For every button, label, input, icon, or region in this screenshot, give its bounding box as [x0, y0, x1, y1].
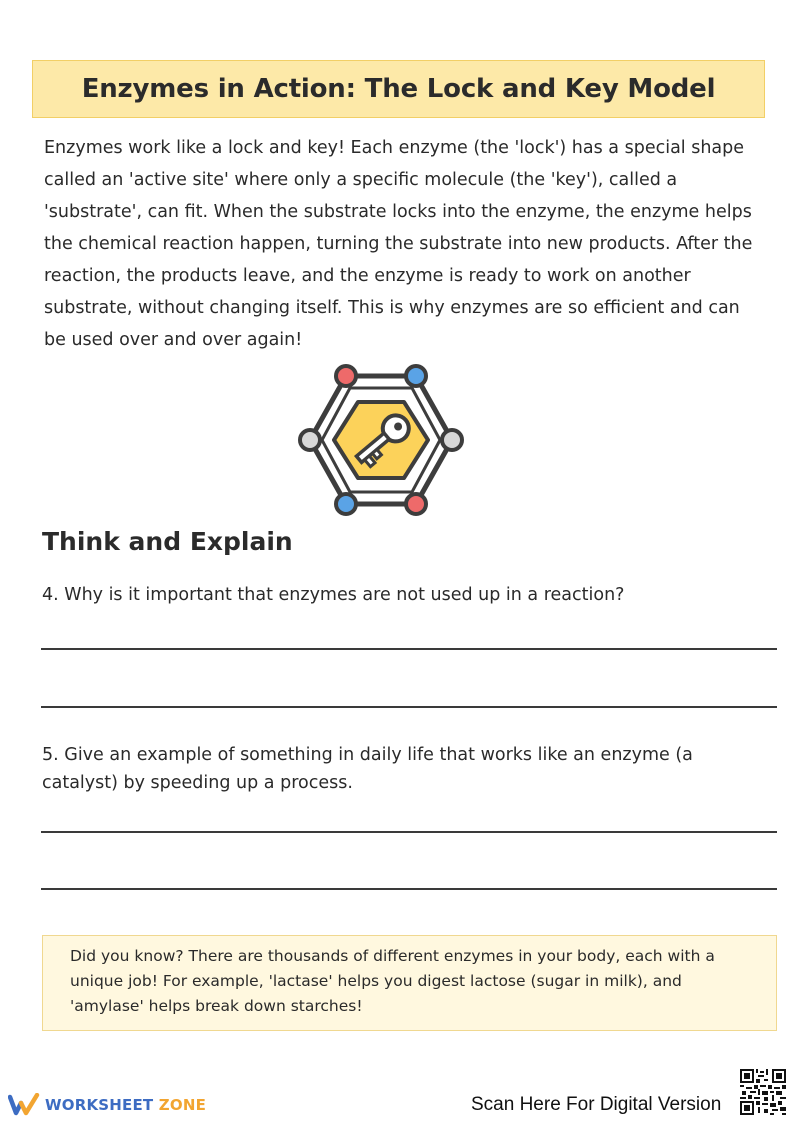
answer-line[interactable]: [41, 648, 777, 650]
question-4: 4. Why is it important that enzymes are not used up in a reaction?: [42, 585, 625, 605]
brand-name: [45, 1096, 206, 1114]
fact-text: Did you know? There are thousands of different enzymes in your body, each with a unique job! For example, 'lactase' helps you digest lactose (sugar in milk), and 'amylase' helps break down starches!: [70, 947, 715, 1015]
section-heading: Think and Explain: [42, 527, 293, 556]
answer-line[interactable]: [41, 831, 777, 833]
brand-name-part1: WORKSHEET: [45, 1096, 154, 1114]
brand-name-part2: ZONE: [158, 1096, 207, 1114]
worksheetzone-logo[interactable]: [8, 1092, 206, 1118]
answer-line[interactable]: [41, 706, 777, 708]
title-banner: [32, 60, 765, 118]
qr-code-icon[interactable]: [740, 1069, 786, 1115]
scan-text: Scan Here For Digital Version: [471, 1094, 722, 1115]
question-5: 5. Give an example of something in daily life that works like an enzyme (a catalyst) by speeding up a process.: [42, 745, 693, 793]
intro-paragraph: Enzymes work like a lock and key! Each enzyme (the 'lock') has a special shape called an 'active site' where only a specific molecule (the 'key'), called a 'substrate', can fit. When the substrate locks into the enzyme, the enzyme helps the chemical reaction happen, turning the substrate into new products. After the reaction, the products leave, and the enzyme is ready to work on another substrate, without changing itself. This is why enzymes are so efficient and can be used over and over again!: [44, 138, 753, 350]
page-title: Enzymes in Action: The Lock and Key Model: [81, 74, 716, 104]
did-you-know-box: [42, 935, 777, 1031]
hexagon-molecule-with-key-icon: [298, 360, 466, 520]
answer-line[interactable]: [41, 888, 777, 890]
worksheetzone-logo-icon: [8, 1093, 40, 1117]
